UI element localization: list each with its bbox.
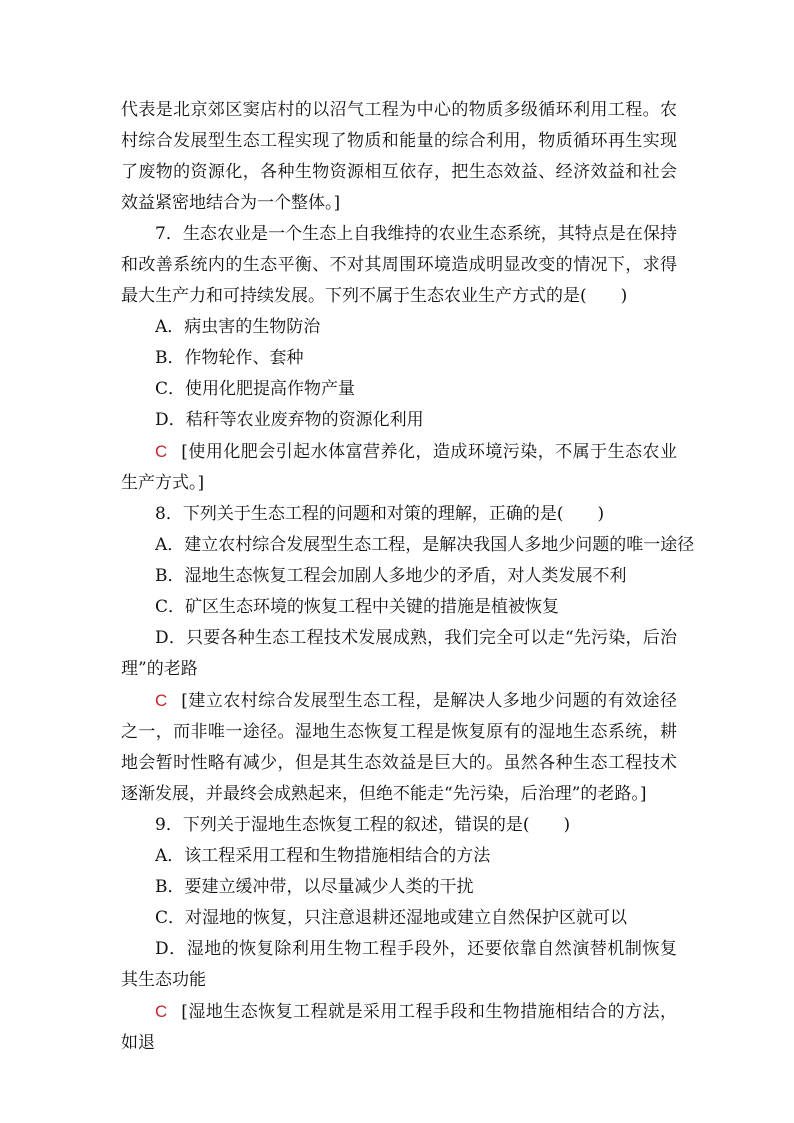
question-8-option-b: B．湿地生态恢复工程会加剧人多地少的矛盾，对人类发展不利: [155, 566, 627, 586]
question-8-answer: [121, 685, 677, 810]
answer-letter: C: [155, 691, 168, 710]
question-8-stem: 8．下列关于生态工程的问题和对策的理解，正确的是( ): [155, 504, 605, 524]
question-9-stem: 9．下列关于湿地生态恢复工程的叙述，错误的是( ): [155, 815, 571, 835]
answer-explanation: [使用化肥会引起水体富营养化，造成环境污染，不属于生态农业生产方式。]: [121, 442, 677, 493]
question-7-answer: [121, 436, 677, 499]
question-9-answer: [121, 996, 677, 1059]
question-7-option-c: C．使用化肥提高作物产量: [155, 379, 356, 399]
question-8-option-a: A．建立农村综合发展型生态工程，是解决我国人多地少问题的唯一途径: [155, 535, 695, 555]
question-9-option-a: A．该工程采用工程和生物措施相结合的方法: [155, 846, 491, 866]
question-9: [121, 810, 677, 1059]
question-9-option-b: B．要建立缓冲带，以尽量减少人类的干扰: [155, 877, 474, 897]
answer-letter: C: [155, 442, 168, 461]
answer-letter: C: [155, 1002, 168, 1021]
question-7-option-d: D．秸秆等农业废弃物的资源化利用: [155, 410, 424, 430]
intro-paragraph: 代表是北京郊区窦店村的以沼气工程为中心的物质多级循环利用工程。农村综合发展型生态工程实现了物质和能量的综合利用，物质循环再生实现了废物的资源化，各种生物资源相互依存，把生态效益、经济效益和社会效益紧密地结合为一个整体。]: [121, 100, 677, 213]
question-9-option-c: C．对湿地的恢复，只注意退耕还湿地或建立自然保护区就可以: [155, 908, 628, 928]
question-7: [121, 219, 677, 499]
question-8-option-c: C．矿区生态环境的恢复工程中关键的措施是植被恢复: [155, 597, 560, 617]
question-7-option-b: B．作物轮作、套种: [155, 348, 304, 368]
question-8-option-d: D．只要各种生态工程技术发展成熟，我们完全可以走“先污染，后治理”的老路: [121, 628, 677, 679]
answer-explanation: [建立农村综合发展型生态工程，是解决人多地少问题的有效途径之一，而非唯一途径。湿地生态恢复工程是恢复原有的湿地生态系统，耕地会暂时性略有减少，但是其生态效益是巨大的。虽然各种生态工程技术逐渐发展，并最终会成熟起来，但绝不能走“先污染，后治理”的老路。]: [121, 691, 677, 804]
question-9-option-d: D．湿地的恢复除利用生物工程手段外，还要依靠自然演替机制恢复其生态功能: [121, 939, 677, 990]
answer-explanation: [湿地生态恢复工程就是采用工程手段和生物措施相结合的方法，如退: [121, 1002, 677, 1053]
page-content: [121, 95, 695, 1059]
question-7-option-a: A．病虫害的生物防治: [155, 317, 321, 337]
question-8: [121, 499, 695, 810]
question-7-stem: 7．生态农业是一个生态上自我维持的农业生态系统，其特点是在保持和改善系统内的生态平衡、不对其周围环境造成明显改变的情况下，求得最大生产力和可持续发展。下列不属于生态农业生产方式的是( ): [121, 224, 677, 306]
